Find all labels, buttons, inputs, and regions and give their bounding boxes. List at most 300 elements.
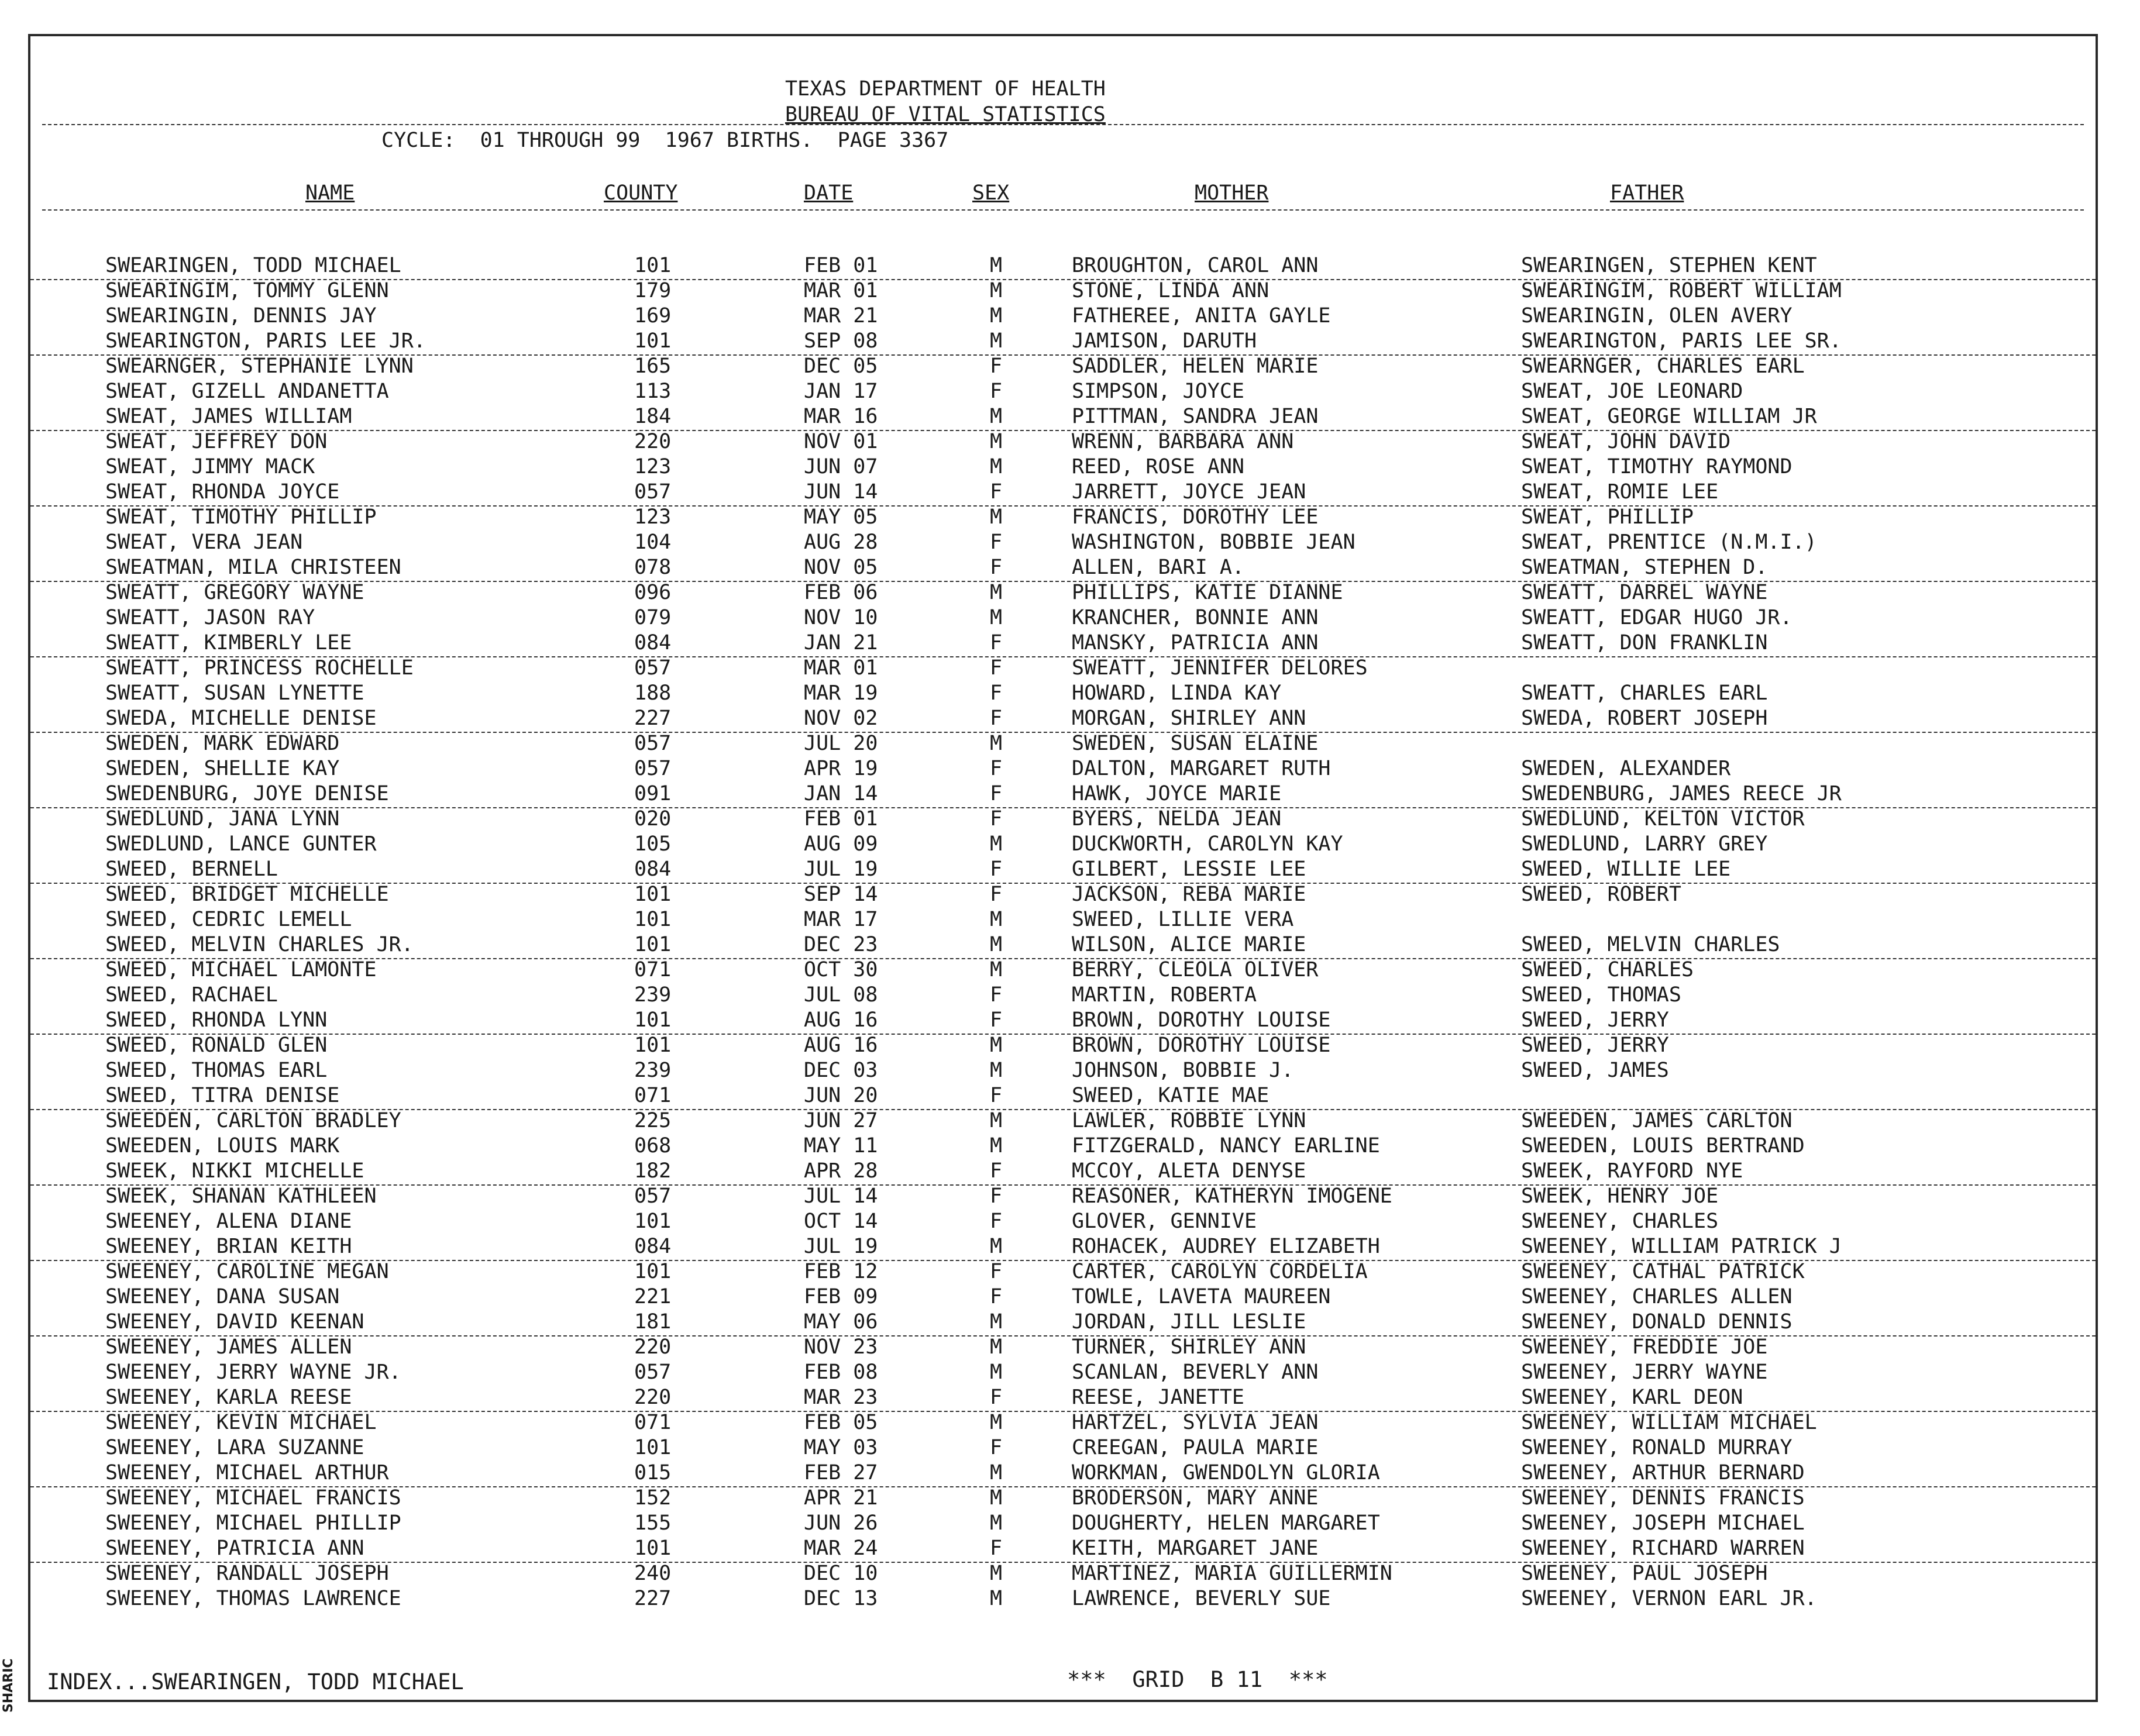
cell-father: SWEED, WILLIE LEE bbox=[1521, 857, 1731, 881]
table-row bbox=[30, 1310, 2096, 1337]
cell-date: FEB 12 bbox=[804, 1260, 878, 1283]
cell-date: APR 21 bbox=[804, 1486, 878, 1510]
cell-county: 123 bbox=[634, 455, 672, 478]
cell-father: SWEARNGER, CHARLES EARL bbox=[1521, 354, 1805, 378]
cell-date: MAY 05 bbox=[804, 505, 878, 529]
cell-name: SWEENEY, CAROLINE MEGAN bbox=[105, 1260, 389, 1283]
cell-date: DEC 13 bbox=[804, 1587, 878, 1610]
cell-county: 101 bbox=[634, 1210, 672, 1233]
cell-father: SWEAT, PHILLIP bbox=[1521, 505, 1694, 529]
table-row bbox=[30, 857, 2096, 884]
cell-date: FEB 06 bbox=[804, 581, 878, 604]
cell-father: SWEARINGTON, PARIS LEE SR. bbox=[1521, 329, 1842, 353]
cell-name: SWEAT, TIMOTHY PHILLIP bbox=[105, 505, 377, 529]
cell-sex: M bbox=[990, 505, 1003, 529]
cell-sex: M bbox=[990, 254, 1003, 277]
cell-county: 071 bbox=[634, 958, 672, 981]
cell-name: SWEDEN, SHELLIE KAY bbox=[105, 757, 340, 780]
divider bbox=[42, 209, 2084, 211]
cell-father: SWEATT, DARREL WAYNE bbox=[1521, 581, 1768, 604]
cell-father: SWEENEY, JOSEPH MICHAEL bbox=[1521, 1511, 1805, 1535]
table-row bbox=[30, 556, 2096, 582]
cell-date: MAY 03 bbox=[804, 1436, 878, 1459]
cell-county: 239 bbox=[634, 1059, 672, 1082]
cell-mother: BROWN, DOROTHY LOUISE bbox=[1072, 1008, 1331, 1032]
cell-county: 188 bbox=[634, 681, 672, 705]
cell-mother: REESE, JANETTE bbox=[1072, 1386, 1245, 1409]
cell-date: JUN 26 bbox=[804, 1511, 878, 1535]
table-row bbox=[30, 480, 2096, 507]
cell-mother: PITTMAN, SANDRA JEAN bbox=[1072, 405, 1319, 428]
cell-sex: M bbox=[990, 732, 1003, 755]
cell-date: JAN 17 bbox=[804, 380, 878, 403]
cell-mother: CARTER, CAROLYN CORDELIA bbox=[1072, 1260, 1368, 1283]
cell-mother: HARTZEL, SYLVIA JEAN bbox=[1072, 1411, 1319, 1434]
cell-sex: F bbox=[990, 857, 1003, 881]
cell-mother: REASONER, KATHERYN IMOGENE bbox=[1072, 1184, 1392, 1208]
cell-mother: STONE, LINDA ANN bbox=[1072, 279, 1269, 302]
cell-father: SWEDENBURG, JAMES REECE JR bbox=[1521, 782, 1842, 805]
cell-name: SWEENEY, MICHAEL ARTHUR bbox=[105, 1461, 389, 1484]
cell-county: 123 bbox=[634, 505, 672, 529]
cell-mother: SWEDEN, SUSAN ELAINE bbox=[1072, 732, 1319, 755]
cell-mother: JOHNSON, BOBBIE J. bbox=[1072, 1059, 1294, 1082]
cell-county: 227 bbox=[634, 1587, 672, 1610]
cell-sex: F bbox=[990, 1285, 1003, 1308]
cell-mother: GLOVER, GENNIVE bbox=[1072, 1210, 1257, 1233]
cell-county: 101 bbox=[634, 1260, 672, 1283]
cell-father: SWEENEY, VERNON EARL JR. bbox=[1521, 1587, 1817, 1610]
cell-father: SWEED, ROBERT bbox=[1521, 883, 1681, 906]
cell-sex: M bbox=[990, 1109, 1003, 1132]
cell-mother: KRANCHER, BONNIE ANN bbox=[1072, 606, 1319, 629]
cell-county: 101 bbox=[634, 883, 672, 906]
cell-name: SWEENEY, PATRICIA ANN bbox=[105, 1537, 364, 1560]
cell-mother: SWEATT, JENNIFER DELORES bbox=[1072, 656, 1368, 680]
cell-name: SWEDLUND, LANCE GUNTER bbox=[105, 832, 377, 856]
cell-date: MAR 17 bbox=[804, 908, 878, 931]
cell-county: 101 bbox=[634, 1436, 672, 1459]
cell-mother: JACKSON, REBA MARIE bbox=[1072, 883, 1306, 906]
cell-mother: LAWLER, ROBBIE LYNN bbox=[1072, 1109, 1306, 1132]
cell-father: SWEED, THOMAS bbox=[1521, 983, 1681, 1007]
table-row bbox=[30, 1109, 2096, 1134]
cell-father: SWEENEY, JERRY WAYNE bbox=[1521, 1360, 1768, 1384]
cell-county: 020 bbox=[634, 807, 672, 831]
cell-date: MAR 01 bbox=[804, 656, 878, 680]
cell-father: SWEATT, CHARLES EARL bbox=[1521, 681, 1768, 705]
cell-mother: BYERS, NELDA JEAN bbox=[1072, 807, 1282, 831]
cell-name: SWEENEY, MICHAEL PHILLIP bbox=[105, 1511, 401, 1535]
cell-county: 240 bbox=[634, 1562, 672, 1585]
table-row bbox=[30, 732, 2096, 757]
cell-sex: M bbox=[990, 606, 1003, 629]
cell-sex: F bbox=[990, 883, 1003, 906]
cell-father: SWEEK, HENRY JOE bbox=[1521, 1184, 1719, 1208]
cell-date: AUG 09 bbox=[804, 832, 878, 856]
cell-father: SWEENEY, DONALD DENNIS bbox=[1521, 1310, 1792, 1334]
table-row bbox=[30, 832, 2096, 857]
cell-name: SWEATT, GREGORY WAYNE bbox=[105, 581, 364, 604]
cell-sex: F bbox=[990, 1537, 1003, 1560]
table-row bbox=[30, 455, 2096, 480]
cell-county: 101 bbox=[634, 1008, 672, 1032]
cell-name: SWEATT, SUSAN LYNETTE bbox=[105, 681, 364, 705]
table-row bbox=[30, 707, 2096, 733]
cell-sex: M bbox=[990, 329, 1003, 353]
cell-name: SWEARNGER, STEPHANIE LYNN bbox=[105, 354, 414, 378]
cell-mother: FRANCIS, DOROTHY LEE bbox=[1072, 505, 1319, 529]
cell-date: FEB 09 bbox=[804, 1285, 878, 1308]
cell-sex: M bbox=[990, 1335, 1003, 1359]
cell-father: SWEEDEN, JAMES CARLTON bbox=[1521, 1109, 1792, 1132]
cell-sex: M bbox=[990, 1511, 1003, 1535]
cell-sex: F bbox=[990, 1159, 1003, 1183]
cell-date: DEC 10 bbox=[804, 1562, 878, 1585]
cell-date: JUN 20 bbox=[804, 1084, 878, 1107]
cell-name: SWEARINGTON, PARIS LEE JR. bbox=[105, 329, 426, 353]
cell-county: 078 bbox=[634, 556, 672, 579]
col-date-header: DATE bbox=[804, 181, 854, 205]
cell-sex: F bbox=[990, 1386, 1003, 1409]
cell-father: SWEENEY, RONALD MURRAY bbox=[1521, 1436, 1792, 1459]
cell-father: SWEED, MELVIN CHARLES bbox=[1521, 933, 1780, 956]
cell-mother: BROUGHTON, CAROL ANN bbox=[1072, 254, 1319, 277]
cell-county: 105 bbox=[634, 832, 672, 856]
cell-sex: M bbox=[990, 1562, 1003, 1585]
cell-date: NOV 01 bbox=[804, 430, 878, 453]
cell-date: JUN 14 bbox=[804, 480, 878, 504]
cell-sex: F bbox=[990, 1210, 1003, 1233]
cell-county: 225 bbox=[634, 1109, 672, 1132]
cell-mother: ROHACEK, AUDREY ELIZABETH bbox=[1072, 1235, 1380, 1258]
cell-name: SWEED, BRIDGET MICHELLE bbox=[105, 883, 389, 906]
table-row bbox=[30, 531, 2096, 556]
cell-father: SWEENEY, PAUL JOSEPH bbox=[1521, 1562, 1768, 1585]
cell-county: 220 bbox=[634, 1335, 672, 1359]
cell-father: SWEDLUND, LARRY GREY bbox=[1521, 832, 1768, 856]
agency-title: TEXAS DEPARTMENT OF HEALTH bbox=[785, 77, 1106, 101]
cell-father: SWEEK, RAYFORD NYE bbox=[1521, 1159, 1743, 1183]
cell-name: SWEENEY, JERRY WAYNE JR. bbox=[105, 1360, 401, 1384]
cell-sex: M bbox=[990, 430, 1003, 453]
cell-date: JUL 14 bbox=[804, 1184, 878, 1208]
cell-date: FEB 01 bbox=[804, 807, 878, 831]
cell-mother: JARRETT, JOYCE JEAN bbox=[1072, 480, 1306, 504]
cell-county: 220 bbox=[634, 1386, 672, 1409]
cell-date: JUL 20 bbox=[804, 732, 878, 755]
cell-name: SWEEK, SHANAN KATHLEEN bbox=[105, 1184, 377, 1208]
cell-date: MAR 19 bbox=[804, 681, 878, 705]
table-row bbox=[30, 1134, 2096, 1159]
cell-name: SWEED, THOMAS EARL bbox=[105, 1059, 328, 1082]
cell-sex: M bbox=[990, 1587, 1003, 1610]
cell-name: SWEAT, JIMMY MACK bbox=[105, 455, 315, 478]
cell-date: OCT 14 bbox=[804, 1210, 878, 1233]
cell-date: FEB 01 bbox=[804, 254, 878, 277]
cell-sex: F bbox=[990, 1436, 1003, 1459]
cell-name: SWEATMAN, MILA CHRISTEEN bbox=[105, 556, 401, 579]
cell-father: SWEAT, TIMOTHY RAYMOND bbox=[1521, 455, 1792, 478]
cell-date: JAN 21 bbox=[804, 631, 878, 655]
cell-date: MAR 21 bbox=[804, 304, 878, 328]
cell-sex: M bbox=[990, 832, 1003, 856]
table-row bbox=[30, 782, 2096, 808]
cell-county: 220 bbox=[634, 430, 672, 453]
cell-sex: F bbox=[990, 1184, 1003, 1208]
cell-father: SWEENEY, RICHARD WARREN bbox=[1521, 1537, 1805, 1560]
cell-name: SWEED, CEDRIC LEMELL bbox=[105, 908, 352, 931]
cell-father: SWEDLUND, KELTON VICTOR bbox=[1521, 807, 1805, 831]
cell-father: SWEED, JERRY bbox=[1521, 1034, 1669, 1057]
table-row bbox=[30, 581, 2096, 606]
table-row bbox=[30, 606, 2096, 631]
cell-sex: F bbox=[990, 531, 1003, 554]
col-name-header: NAME bbox=[305, 181, 355, 205]
cell-mother: WILSON, ALICE MARIE bbox=[1072, 933, 1306, 956]
cell-father: SWEED, CHARLES bbox=[1521, 958, 1694, 981]
cell-name: SWEENEY, THOMAS LAWRENCE bbox=[105, 1587, 401, 1610]
cell-date: MAR 24 bbox=[804, 1537, 878, 1560]
table-row bbox=[30, 1159, 2096, 1186]
cell-date: AUG 16 bbox=[804, 1034, 878, 1057]
cell-county: 084 bbox=[634, 1235, 672, 1258]
cell-mother: FATHEREE, ANITA GAYLE bbox=[1072, 304, 1331, 328]
cell-name: SWEENEY, KARLA REESE bbox=[105, 1386, 352, 1409]
cell-mother: KEITH, MARGARET JANE bbox=[1072, 1537, 1319, 1560]
cell-county: 057 bbox=[634, 1184, 672, 1208]
cell-mother: SWEED, LILLIE VERA bbox=[1072, 908, 1294, 931]
cell-father: SWEENEY, WILLIAM MICHAEL bbox=[1521, 1411, 1817, 1434]
cell-county: 101 bbox=[634, 908, 672, 931]
table-row bbox=[30, 329, 2096, 356]
cell-county: 101 bbox=[634, 329, 672, 353]
table-row bbox=[30, 757, 2096, 782]
cell-date: APR 19 bbox=[804, 757, 878, 780]
table-row bbox=[30, 405, 2096, 431]
cell-mother: MARTINEZ, MARIA GUILLERMIN bbox=[1072, 1562, 1392, 1585]
cell-name: SWEED, RONALD GLEN bbox=[105, 1034, 328, 1057]
cell-name: SWEDA, MICHELLE DENISE bbox=[105, 707, 377, 730]
table-row bbox=[30, 1386, 2096, 1412]
cell-sex: M bbox=[990, 1360, 1003, 1384]
col-sex-header: SEX bbox=[972, 181, 1010, 205]
table-row bbox=[30, 354, 2096, 380]
cell-sex: F bbox=[990, 354, 1003, 378]
col-mother-header: MOTHER bbox=[1195, 181, 1269, 205]
table-row bbox=[30, 1562, 2096, 1587]
cell-mother: TURNER, SHIRLEY ANN bbox=[1072, 1335, 1306, 1359]
cell-name: SWEATT, KIMBERLY LEE bbox=[105, 631, 352, 655]
cell-mother: TOWLE, LAVETA MAUREEN bbox=[1072, 1285, 1331, 1308]
cell-sex: M bbox=[990, 581, 1003, 604]
cell-date: NOV 02 bbox=[804, 707, 878, 730]
cell-name: SWEDENBURG, JOYE DENISE bbox=[105, 782, 389, 805]
cell-date: SEP 14 bbox=[804, 883, 878, 906]
table-row bbox=[30, 908, 2096, 933]
cell-name: SWEEDEN, LOUIS MARK bbox=[105, 1134, 340, 1158]
table-row bbox=[30, 631, 2096, 657]
cell-sex: M bbox=[990, 304, 1003, 328]
cell-sex: F bbox=[990, 757, 1003, 780]
cell-date: JUL 19 bbox=[804, 857, 878, 881]
table-row bbox=[30, 1360, 2096, 1386]
cell-father: SWEARINGIM, ROBERT WILLIAM bbox=[1521, 279, 1842, 302]
table-row bbox=[30, 1034, 2096, 1059]
cell-sex: M bbox=[990, 1059, 1003, 1082]
cell-father: SWEATMAN, STEPHEN D. bbox=[1521, 556, 1768, 579]
cell-name: SWEAT, JEFFREY DON bbox=[105, 430, 328, 453]
cell-date: JAN 14 bbox=[804, 782, 878, 805]
cell-sex: F bbox=[990, 556, 1003, 579]
cell-sex: M bbox=[990, 1134, 1003, 1158]
table-row bbox=[30, 279, 2096, 304]
cell-county: 101 bbox=[634, 1537, 672, 1560]
cell-county: 181 bbox=[634, 1310, 672, 1334]
cell-county: 084 bbox=[634, 631, 672, 655]
cell-mother: DOUGHERTY, HELEN MARGARET bbox=[1072, 1511, 1380, 1535]
cell-sex: F bbox=[990, 707, 1003, 730]
cell-county: 165 bbox=[634, 354, 672, 378]
cell-date: NOV 23 bbox=[804, 1335, 878, 1359]
cell-sex: M bbox=[990, 1310, 1003, 1334]
cell-date: JUN 27 bbox=[804, 1109, 878, 1132]
cell-father: SWEENEY, CHARLES bbox=[1521, 1210, 1719, 1233]
cell-mother: MARTIN, ROBERTA bbox=[1072, 983, 1257, 1007]
cell-mother: REED, ROSE ANN bbox=[1072, 455, 1245, 478]
cell-father: SWEATT, DON FRANKLIN bbox=[1521, 631, 1768, 655]
table-row bbox=[30, 1587, 2096, 1612]
cell-sex: M bbox=[990, 958, 1003, 981]
table-row bbox=[30, 1486, 2096, 1511]
cell-name: SWEEDEN, CARLTON BRADLEY bbox=[105, 1109, 401, 1132]
cell-name: SWEAT, VERA JEAN bbox=[105, 531, 303, 554]
cell-name: SWEED, MICHAEL LAMONTE bbox=[105, 958, 377, 981]
cell-father: SWEENEY, CATHAL PATRICK bbox=[1521, 1260, 1805, 1283]
cell-date: FEB 27 bbox=[804, 1461, 878, 1484]
cell-name: SWEED, BERNELL bbox=[105, 857, 278, 881]
cell-mother: CREEGAN, PAULA MARIE bbox=[1072, 1436, 1319, 1459]
cell-county: 227 bbox=[634, 707, 672, 730]
cell-date: MAR 23 bbox=[804, 1386, 878, 1409]
cell-father: SWEED, JERRY bbox=[1521, 1008, 1669, 1032]
cell-name: SWEAT, GIZELL ANDANETTA bbox=[105, 380, 389, 403]
table-row bbox=[30, 1335, 2096, 1360]
cell-sex: F bbox=[990, 1084, 1003, 1107]
cell-sex: M bbox=[990, 279, 1003, 302]
cell-date: AUG 28 bbox=[804, 531, 878, 554]
cell-name: SWEENEY, BRIAN KEITH bbox=[105, 1235, 352, 1258]
cell-county: 101 bbox=[634, 254, 672, 277]
table-row bbox=[30, 1008, 2096, 1035]
table-row bbox=[30, 933, 2096, 959]
cell-father: SWEATT, EDGAR HUGO JR. bbox=[1521, 606, 1792, 629]
cell-county: 101 bbox=[634, 1034, 672, 1057]
table-row bbox=[30, 505, 2096, 531]
cell-date: APR 28 bbox=[804, 1159, 878, 1183]
cell-county: 101 bbox=[634, 933, 672, 956]
cell-county: 155 bbox=[634, 1511, 672, 1535]
cell-father: SWEENEY, ARTHUR BERNARD bbox=[1521, 1461, 1805, 1484]
cell-county: 169 bbox=[634, 304, 672, 328]
cell-mother: HOWARD, LINDA KAY bbox=[1072, 681, 1282, 705]
cell-name: SWEENEY, RANDALL JOSEPH bbox=[105, 1562, 389, 1585]
cell-mother: BRODERSON, MARY ANNE bbox=[1072, 1486, 1319, 1510]
cell-mother: MCCOY, ALETA DENYSE bbox=[1072, 1159, 1306, 1183]
table-row bbox=[30, 1436, 2096, 1461]
cell-county: 068 bbox=[634, 1134, 672, 1158]
table-row bbox=[30, 380, 2096, 405]
cell-date: DEC 05 bbox=[804, 354, 878, 378]
cell-sex: M bbox=[990, 1034, 1003, 1057]
cell-mother: JORDAN, JILL LESLIE bbox=[1072, 1310, 1306, 1334]
cell-county: 104 bbox=[634, 531, 672, 554]
grid-footer: *** GRID B 11 *** bbox=[1067, 1667, 1328, 1692]
cell-sex: F bbox=[990, 1008, 1003, 1032]
cell-date: MAR 16 bbox=[804, 405, 878, 428]
cell-mother: MANSKY, PATRICIA ANN bbox=[1072, 631, 1319, 655]
cell-sex: F bbox=[990, 681, 1003, 705]
cell-name: SWEENEY, LARA SUZANNE bbox=[105, 1436, 364, 1459]
cell-sex: M bbox=[990, 1486, 1003, 1510]
cell-name: SWEENEY, DANA SUSAN bbox=[105, 1285, 340, 1308]
cell-father: SWEAT, JOHN DAVID bbox=[1521, 430, 1731, 453]
cell-county: 057 bbox=[634, 732, 672, 755]
cell-date: AUG 16 bbox=[804, 1008, 878, 1032]
cell-date: NOV 10 bbox=[804, 606, 878, 629]
cell-name: SWEARINGEN, TODD MICHAEL bbox=[105, 254, 401, 277]
cell-name: SWEARINGIM, TOMMY GLENN bbox=[105, 279, 389, 302]
cell-father: SWEAT, JOE LEONARD bbox=[1521, 380, 1743, 403]
cell-sex: F bbox=[990, 983, 1003, 1007]
cell-mother: HAWK, JOYCE MARIE bbox=[1072, 782, 1282, 805]
cell-mother: PHILLIPS, KATIE DIANNE bbox=[1072, 581, 1343, 604]
cell-father: SWEENEY, FREDDIE JOE bbox=[1521, 1335, 1768, 1359]
cell-sex: F bbox=[990, 656, 1003, 680]
table-row bbox=[30, 1059, 2096, 1084]
cell-father: SWEED, JAMES bbox=[1521, 1059, 1669, 1082]
cell-county: 071 bbox=[634, 1411, 672, 1434]
cell-county: 182 bbox=[634, 1159, 672, 1183]
cell-mother: DALTON, MARGARET RUTH bbox=[1072, 757, 1331, 780]
col-father-header: FATHER bbox=[1610, 181, 1684, 205]
cell-father: SWEENEY, WILLIAM PATRICK J bbox=[1521, 1235, 1842, 1258]
cell-name: SWEENEY, DAVID KEENAN bbox=[105, 1310, 364, 1334]
cell-county: 057 bbox=[634, 656, 672, 680]
page-frame bbox=[28, 34, 2098, 1702]
cell-date: OCT 30 bbox=[804, 958, 878, 981]
table-row bbox=[30, 1461, 2096, 1487]
cell-name: SWEED, TITRA DENISE bbox=[105, 1084, 340, 1107]
cell-father: SWEDEN, ALEXANDER bbox=[1521, 757, 1731, 780]
cell-name: SWEENEY, MICHAEL FRANCIS bbox=[105, 1486, 401, 1510]
side-label: SHARIC bbox=[1, 1658, 16, 1713]
cell-county: 239 bbox=[634, 983, 672, 1007]
cell-father: SWEAT, GEORGE WILLIAM JR bbox=[1521, 405, 1817, 428]
cell-date: MAY 06 bbox=[804, 1310, 878, 1334]
cell-mother: BROWN, DOROTHY LOUISE bbox=[1072, 1034, 1331, 1057]
cell-father: SWEEDEN, LOUIS BERTRAND bbox=[1521, 1134, 1805, 1158]
table-row bbox=[30, 1537, 2096, 1563]
cell-name: SWEDEN, MARK EDWARD bbox=[105, 732, 340, 755]
cell-name: SWEARINGIN, DENNIS JAY bbox=[105, 304, 377, 328]
cell-mother: DUCKWORTH, CAROLYN KAY bbox=[1072, 832, 1343, 856]
cell-date: JUN 07 bbox=[804, 455, 878, 478]
cell-mother: WORKMAN, GWENDOLYN GLORIA bbox=[1072, 1461, 1380, 1484]
cell-name: SWEED, RACHAEL bbox=[105, 983, 278, 1007]
cell-county: 079 bbox=[634, 606, 672, 629]
cell-name: SWEED, MELVIN CHARLES JR. bbox=[105, 933, 414, 956]
